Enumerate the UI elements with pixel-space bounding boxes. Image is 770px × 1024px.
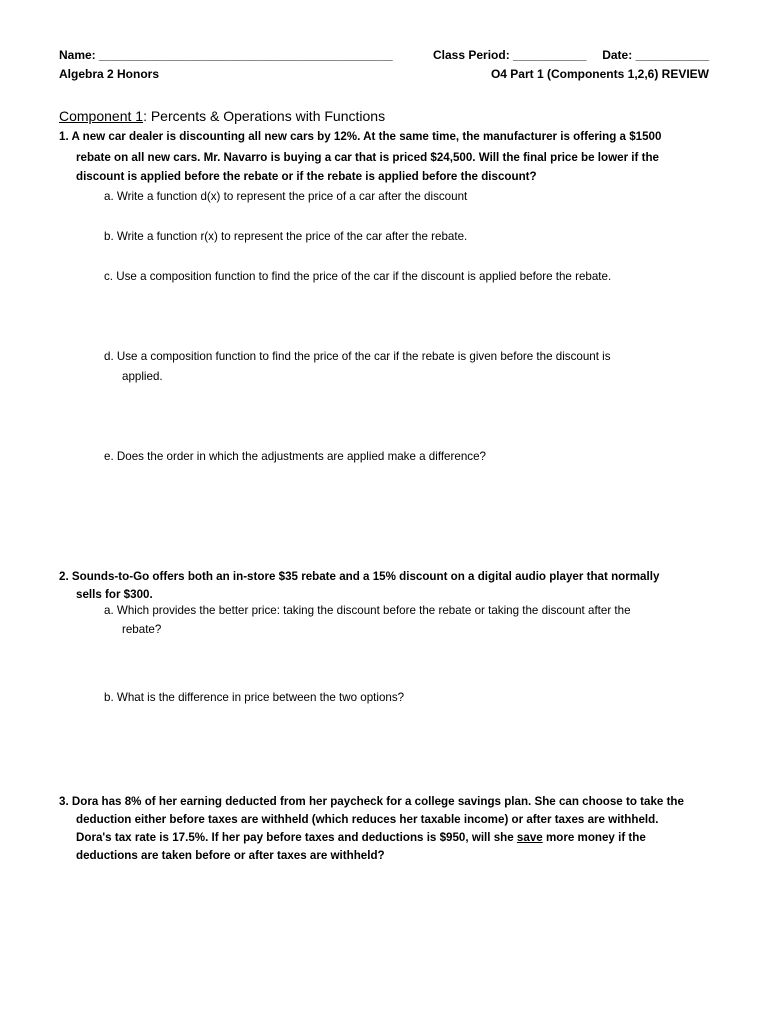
date-label: Date: (602, 48, 633, 62)
q1-line3: discount is applied before the rebate or if the rebate is applied before the discount? (76, 170, 537, 183)
q1-line1: 1. A new car dealer is discounting all new cars by 12%. At the same time, the manufacturer is offering a $1500 (59, 130, 662, 143)
q1-part-c: c. Use a composition function to find the price of the car if the discount is applied before the rebate. (104, 270, 612, 283)
class-period-label: Class Period: (433, 48, 510, 62)
q2-line1: 2. Sounds-to-Go offers both an in-store $35 rebate and a 15% discount on a digital audio player that normally (59, 570, 660, 583)
q2-part-a-line1: a. Which provides the better price: taking the discount before the rebate or taking the discount after the (104, 604, 631, 617)
q1-part-d-line1: d. Use a composition function to find the price of the car if the rebate is given before the discount is (104, 350, 611, 363)
q1-part-d-line2: applied. (122, 370, 163, 383)
q1-part-b: b. Write a function r(x) to represent the price of the car after the rebate. (104, 230, 468, 243)
date-line (602, 48, 709, 62)
class-period-line (433, 48, 586, 62)
q2-part-a-line2: rebate? (122, 623, 162, 636)
save-emphasis: save (516, 831, 543, 844)
component-heading (59, 108, 385, 124)
q1-part-e: e. Does the order in which the adjustments are applied make a difference? (104, 450, 486, 463)
name-blank: ____________________________________________ (99, 48, 393, 62)
q2-line2: sells for $300. (76, 588, 153, 601)
q3-line1: 3. Dora has 8% of her earning deducted from her paycheck for a college savings plan. She can choose to take the (59, 795, 684, 808)
course-name: Algebra 2 Honors (59, 67, 160, 81)
class-period-blank: ___________ (513, 48, 587, 62)
q1-part-a: a. Write a function d(x) to represent the price of a car after the discount (104, 190, 468, 203)
assignment-title: O4 Part 1 (Components 1,2,6) REVIEW (490, 67, 709, 81)
q3-line4: deductions are taken before or after taxes are withheld? (76, 849, 385, 862)
q3-line2: deduction either before taxes are withheld (which reduces her taxable income) or after taxes are withheld. (76, 813, 659, 826)
component-label: Component 1 (59, 108, 144, 124)
q3-line3 (76, 828, 646, 847)
q3-line3-start: Dora's tax rate is 17.5%. If her pay before taxes and deductions is $950, will she (76, 831, 517, 844)
name-label: Name: (59, 48, 96, 62)
q3-line3-end: more money if the (542, 831, 646, 844)
q2-part-b: b. What is the difference in price between the two options? (104, 691, 405, 704)
component-colon: : (143, 108, 147, 124)
q1-line2: rebate on all new cars. Mr. Navarro is buying a car that is priced $24,500. Will the final price be lower if the (76, 151, 659, 164)
date-blank: ___________ (635, 48, 709, 62)
name-line (59, 48, 393, 62)
component-title: Percents & Operations with Functions (150, 108, 386, 124)
